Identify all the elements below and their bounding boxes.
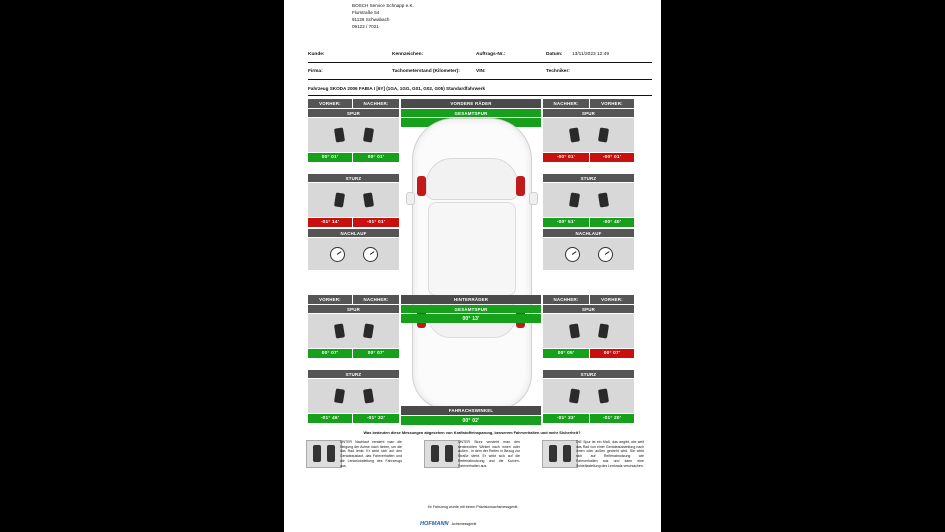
car-mirror-right: [529, 192, 538, 205]
company-street: Flurstraße 54: [352, 9, 380, 15]
front-left-vorher-header: VORHER:: [308, 99, 352, 108]
front-left-toe-graphic: [308, 118, 399, 152]
rear-left-nachher-header: NACHHER:: [353, 295, 399, 304]
toe-thumbnail: [542, 440, 578, 468]
front-left-spur-label: SPUR: [308, 109, 399, 117]
front-left-camber-graphic: [308, 183, 399, 217]
front-left-spur-vorher: 00° 01': [308, 153, 352, 162]
firma-label: Firma:: [308, 69, 323, 74]
company-phone: 09122 / 7021: [352, 23, 379, 29]
front-right-spur-label: SPUR: [543, 109, 634, 117]
caster-thumbnail: [306, 440, 342, 468]
rear-right-toe-graphic: [543, 314, 634, 348]
rear-section-title: HINTERRÄDER: [401, 295, 541, 304]
hofmann-subtitle: Achsmessgerät: [451, 521, 477, 526]
car-roof: [428, 202, 516, 296]
rear-gesamtspur-value: 00° 13': [401, 314, 541, 323]
brand-footer: [420, 518, 530, 529]
explanation-toe: DIE Spur ist ein Maß, das angibt, wie weit das Rad von einer Geradeausstellung nach innen oder außen gedreht wird. Sie wirkt sich auf Reifenabnutzung wie Fahrverhalten aus und kann eine Schieflastellung des Lenkrads verursachen.: [576, 440, 644, 468]
techniker-label: Techniker:: [546, 69, 570, 74]
car-windshield: [426, 158, 518, 200]
front-left-nachher-header: NACHHER:: [353, 99, 399, 108]
explanation-caster: UNTER Nachlauf versteht man die Neigung der Achse nach hinten, um die das Rad lenkt. Er wirkt sich auf den Geradeauslauf, das Fahrverhalten und die Lenkrückstellung des Fahrzeugs aus.: [340, 440, 402, 468]
front-right-nachlauf-label: NACHLAUF: [543, 229, 634, 237]
car-mirror-left: [406, 192, 415, 205]
explanation-camber: UNTER Sturz versteht man den senkrechten Winkel nach innen oder außen , in dem der Reifen in Bezug zur Straße steht. Er wirkt sich auf die Reifenabnutzung und die Kurven-Fahrverhalten aus.: [458, 440, 520, 468]
vehicle-illustration: [396, 118, 546, 408]
rear-left-sturz-nachher: -01° 32': [353, 414, 399, 423]
front-left-sturz-vorher: -01° 14': [308, 218, 352, 227]
rear-left-spur-nachher: 00° 07': [353, 349, 399, 358]
kunde-label: Kunde:: [308, 52, 325, 57]
front-right-sturz-nachher: -00° 51': [543, 218, 589, 227]
car-light-left: [417, 176, 426, 196]
camber-thumbnail: [424, 440, 460, 468]
company-header: [352, 3, 414, 31]
vin-label: VIN:: [476, 69, 486, 74]
rear-left-vorher-header: VORHER:: [308, 295, 352, 304]
rear-right-camber-graphic: [543, 379, 634, 413]
rear-right-spur-vorher: 00° 07': [590, 349, 634, 358]
auftrag-label: Auftrags-Nr.:: [476, 52, 506, 57]
front-gesamtspur-label: GESAMTSPUR: [401, 109, 541, 117]
company-city: 91126 Schwabach: [352, 16, 390, 22]
alignment-report-sheet: [284, 0, 661, 532]
front-right-caster-gauges: [543, 238, 634, 270]
front-right-toe-graphic: [543, 118, 634, 152]
rear-right-nachher-header: NACHHER:: [543, 295, 589, 304]
rear-left-toe-graphic: [308, 314, 399, 348]
rear-left-camber-graphic: [308, 379, 399, 413]
hofmann-logo: HOFMANN: [420, 520, 449, 527]
car-light-right: [516, 176, 525, 196]
front-left-sturz-label: STURZ: [308, 174, 399, 182]
rear-right-spur-nachher: 00° 05': [543, 349, 589, 358]
rear-right-spur-label: SPUR: [543, 305, 634, 313]
fahrachswinkel-value: 00° 02': [401, 416, 541, 425]
company-name: BOSCH Service Schnapp e.K.: [352, 3, 414, 8]
rear-gesamtspur-label: GESAMTSPUR: [401, 305, 541, 313]
datum-label: Datum:: [546, 52, 563, 57]
front-left-spur-nachher: 00° 01': [353, 153, 399, 162]
rear-right-vorher-header: VORHER:: [590, 295, 634, 304]
vehicle-line: Fahrzeug SKODA 2006 FABIA I [6Y] (1GA, 1GG, G01, G02, G05) Standardfahrwerk: [308, 86, 486, 91]
rear-left-sturz-label: STURZ: [308, 370, 399, 378]
front-right-spur-vorher: -00° 01': [590, 153, 634, 162]
front-right-sturz-label: STURZ: [543, 174, 634, 182]
datum-value: 13/11/2023 12:49: [572, 52, 609, 57]
rear-left-sturz-vorher: -01° 46': [308, 414, 352, 423]
rear-right-sturz-vorher: -01° 20': [590, 414, 634, 423]
front-right-nachher-header: NACHHER:: [543, 99, 589, 108]
front-section-title: VORDERE RÄDER: [401, 99, 541, 108]
fahrachswinkel-label: FAHRACHSWINKEL: [401, 406, 541, 415]
front-left-nachlauf-label: NACHLAUF: [308, 229, 399, 237]
rear-left-spur-vorher: 00° 07': [308, 349, 352, 358]
front-right-vorher-header: VORHER:: [590, 99, 634, 108]
rear-right-sturz-label: STURZ: [543, 370, 634, 378]
front-left-caster-gauges: [308, 238, 399, 270]
rear-right-sturz-nachher: -01° 33': [543, 414, 589, 423]
front-left-sturz-nachher: -01° 01': [353, 218, 399, 227]
front-right-sturz-vorher: -00° 40': [590, 218, 634, 227]
kennzeichen-label: Kennzeichen:: [392, 52, 424, 57]
rear-left-spur-label: SPUR: [308, 305, 399, 313]
explanations-title: Was bedeuten diese Messungen abgesehen von Kraftstoffeinsparung, besserem Fahrverhalten und mehr Sicherheit?: [363, 430, 581, 435]
footer-note: Ihr Fahrzeug wurde mit einem Präzisionsachsmessgerät: [427, 505, 518, 509]
front-right-camber-graphic: [543, 183, 634, 217]
front-right-spur-nachher: -00° 01': [543, 153, 589, 162]
tacho-label: Tachometerstand (Kilometer):: [392, 69, 460, 74]
